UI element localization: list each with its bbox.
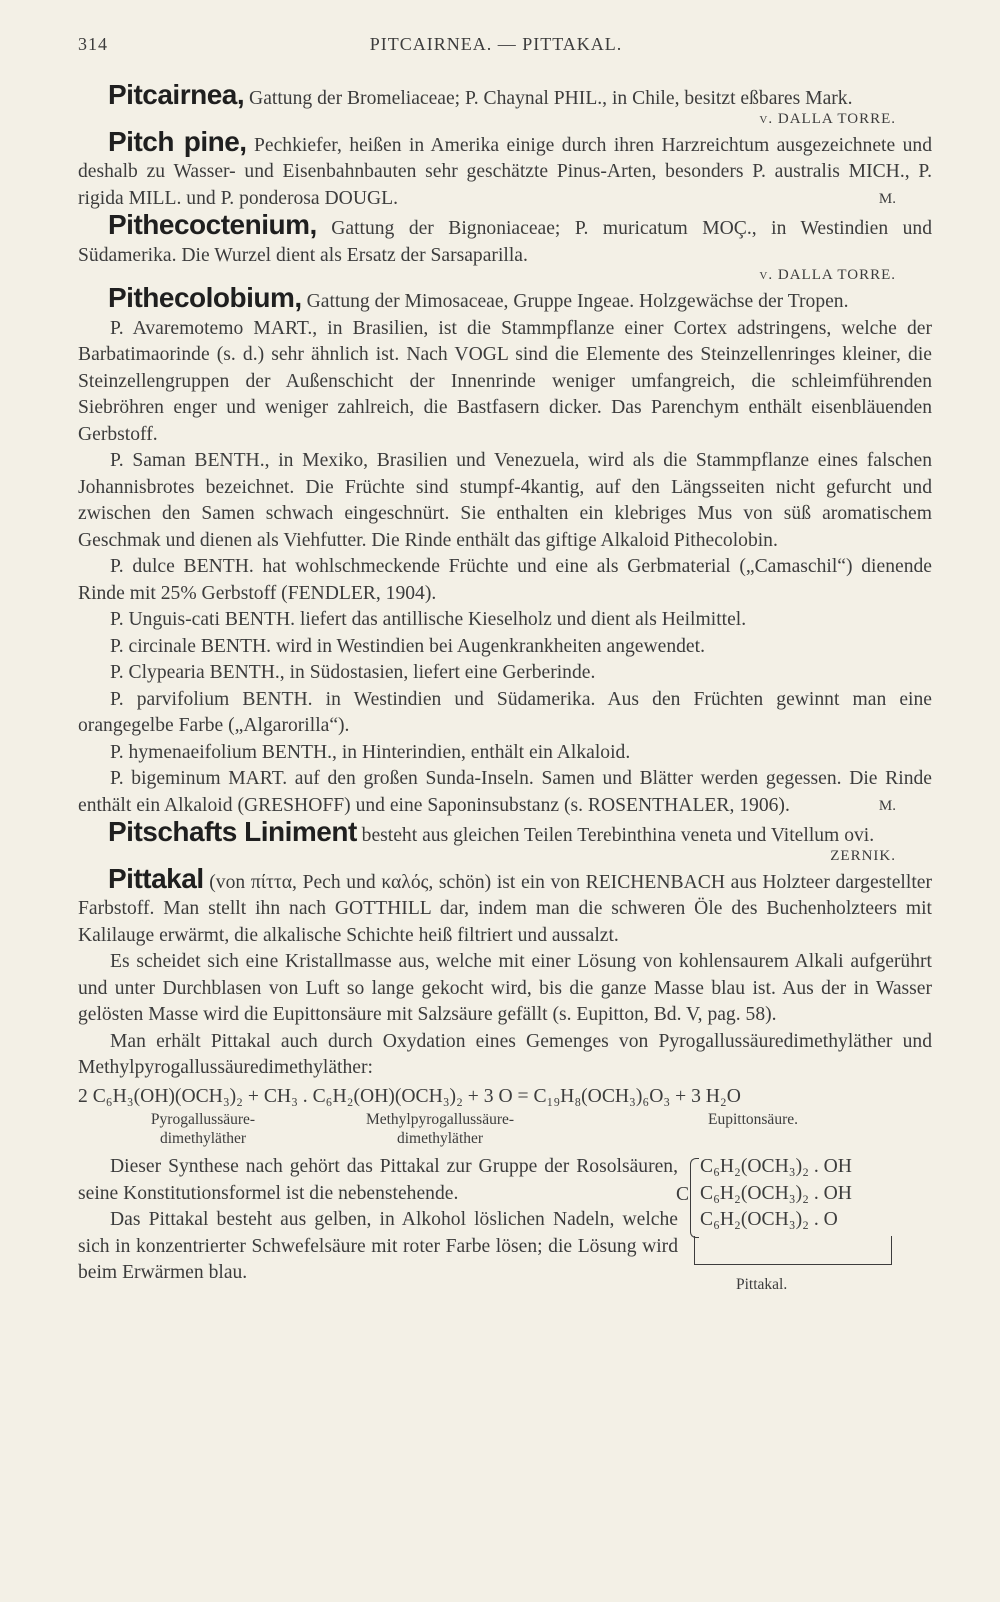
author-signature: v. DALLA TORRE.	[759, 110, 896, 127]
entry-pitch-pine	[78, 125, 932, 213]
central-carbon: C	[676, 1184, 690, 1205]
formula-line: C₆H₂(OCH₃)₂ . OH	[700, 1156, 852, 1177]
chemical-equation: 2 C₆H₃(OH)(OCH₃)₂ + CH₃ . C₆H₂(OH)(OCH₃)₂ + 3 O = C₁₉H₈(OCH₃)₆O₃ + 3 H₂O	[78, 1085, 741, 1107]
paragraph: Man erhält Pittakal auch durch Oxydation eines Gemenges von Pyrogallussäuredimethyläther und Methylpyrogallussäuredimethyläther:	[78, 1030, 932, 1078]
entry-text: Pechkiefer, heißen in Amerika einige durch ihren Harzreichtum ausgezeichnete und deshalb zu Wasser- und Eisenbahnbauten sehr geschätzte Pinus-Arten, besonders P. australis MICH., P. rigida MILL. und P. ponderosa DOUGL.	[78, 134, 932, 209]
bond-line	[694, 1236, 892, 1265]
paragraph: Das Pittakal besteht aus gelben, in Alkohol löslichen Nadeln, welche sich in konzentrierter Schwefelsäure mit roter Farbe lösen; die Lösung wird beim Erwärmen blau.	[78, 1209, 678, 1283]
entry-text: Gattung der Bromeliaceae; P. Chaynal PHIL., in Chile, besitzt eßbares Mark.	[249, 88, 853, 109]
article-body	[78, 79, 932, 1293]
structural-formula	[676, 1154, 896, 1293]
entry-text: Gattung der Bignoniaceae; P. muricatum MOÇ., in Westindien und Südamerika. Die Wurzel dient als Ersatz der Sarsaparilla.	[78, 218, 932, 266]
paragraph: P. dulce BENTH. hat wohlschmeckende Früchte und eine als Gerbmaterial („Camaschil“) dienende Rinde mit 25% Gerbstoff (FENDLER, 1904).	[78, 556, 932, 604]
equation-label: Eupittonsäure.	[708, 1111, 798, 1128]
page-number: 314	[78, 34, 108, 54]
formula-caption: Pittakal.	[736, 1276, 788, 1293]
paragraph: P. Avaremotemo MART., in Brasilien, ist die Stammpflanze einer Cortex adstringens, welche der Barbatimaorinde (s. d.) sehr ähnlich ist. Nach VOGL sind die Elemente des Steinzellenringes kleiner, die Steinzellengruppen der Außenschicht der Innenrinde weniger umfangreich, die schleimführenden Siebröhren enger und weniger zahlreich, die Bastfasern dicker. Das Parenchym enthält eisenbläuenden Gerbstoff.	[78, 317, 932, 445]
headword: Pitch pine,	[108, 125, 247, 157]
paragraph: Es scheidet sich eine Kristallmasse aus, welche mit einer Lösung von kohlensaurem Alkali aufgerührt und unter Durchblasen von Luft so lange gekocht wird, bis die ganze Masse blau ist. Aus der in Wasser gelösten Masse wird die Eupittonsäure mit Salzsäure gefällt (s. Eupitton, Bd. V, pag. 58).	[78, 951, 932, 1025]
paragraph: Dieser Synthese nach gehört das Pittakal zur Gruppe der Rosolsäuren, seine Konstitutionsformel ist die nebenstehende.	[78, 1156, 678, 1204]
equation-label: Methylpyrogallussäure-dimethyläther	[365, 1111, 515, 1147]
headword: Pittakal	[108, 862, 204, 894]
entry-pithecoctenium	[78, 209, 932, 269]
entry-pitcairnea	[78, 79, 932, 113]
entry-text: besteht aus gleichen Teilen Terebinthina veneta und Vitellum ovi.	[361, 825, 875, 846]
paragraph	[78, 766, 932, 819]
bracket	[690, 1158, 699, 1238]
formula-line: C₆H₂(OCH₃)₂ . OH	[700, 1182, 852, 1204]
paragraph-text: P. bigeminum MART. auf den großen Sunda-Inseln. Samen und Blätter werden gegessen. Die Rinde enthält ein Alkaloid (GRESHOFF) und eine Saponinsubstanz (s. ROSENTHALER, 1906).	[78, 768, 932, 816]
author-signature: ZERNIK.	[830, 847, 896, 864]
formula-line: C₆H₂(OCH₃)₂ . O	[700, 1209, 838, 1230]
headword: Pitschafts Liniment	[108, 816, 357, 847]
author-signature: v. DALLA TORRE.	[759, 267, 896, 283]
headword: Pitcairnea,	[108, 79, 245, 110]
constitution-section	[78, 1154, 932, 1293]
running-title: PITCAIRNEA. — PITTAKAL.	[369, 34, 623, 54]
paragraph: P. Unguis-cati BENTH. liefert das antillische Kieselholz und dient als Heilmittel.	[110, 609, 747, 630]
entry-text: (von πίττα, Pech und καλός, schön) ist ein von REICHENBACH aus Holzteer dargestellter Farbstoff. Man stellt ihn nach GOTTHILL dar, indem man die schweren Öle des Buchenholzteers mit Kalilauge erwärmt, die alkalische Schichte heiß filtriert und aussalzt.	[78, 871, 932, 946]
equation-labels	[78, 1110, 932, 1154]
author-signature: M.	[878, 797, 896, 814]
headword: Pithecolobium,	[108, 282, 302, 313]
paragraph: P. Saman BENTH., in Mexiko, Brasilien und Venezuela, wird als die Stammpflanze eines falschen Johannisbrotes bezeichnet. Die Früchte sind stumpf-4kantig, auf den Längsseiten nicht gefurcht und zwischen den Samen schwach eingeschnürt. Sie enthalten ein klebriges Mus von süß aromatischem Geschmak und dienen als Viehfutter. Die Rinde enthält das giftige Alkaloid Pithecolobin.	[78, 450, 932, 551]
entry-pittakal	[78, 862, 932, 950]
paragraph: P. Clypearia BENTH., in Südostasien, liefert eine Gerberinde.	[110, 662, 596, 683]
author-signature: M.	[878, 190, 896, 207]
entry-pitschafts	[78, 816, 932, 850]
paragraph: P. parvifolium BENTH. in Westindien und Südamerika. Aus den Früchten gewinnt man eine orangegelbe Farbe („Algarorilla“).	[78, 688, 932, 736]
paragraph: P. circinale BENTH. wird in Westindien bei Augenkrankheiten angewendet.	[110, 635, 705, 657]
paragraph: P. hymenaeifolium BENTH., in Hinterindien, enthält ein Alkaloid.	[110, 741, 631, 763]
entry-pithecolobium	[78, 282, 932, 316]
entry-text: Gattung der Mimosaceae, Gruppe Ingeae. Holzgewächse der Tropen.	[306, 291, 849, 312]
equation-label: Pyrogallussäure-dimethyläther	[150, 1111, 256, 1147]
headword: Pithecoctenium,	[108, 209, 317, 240]
